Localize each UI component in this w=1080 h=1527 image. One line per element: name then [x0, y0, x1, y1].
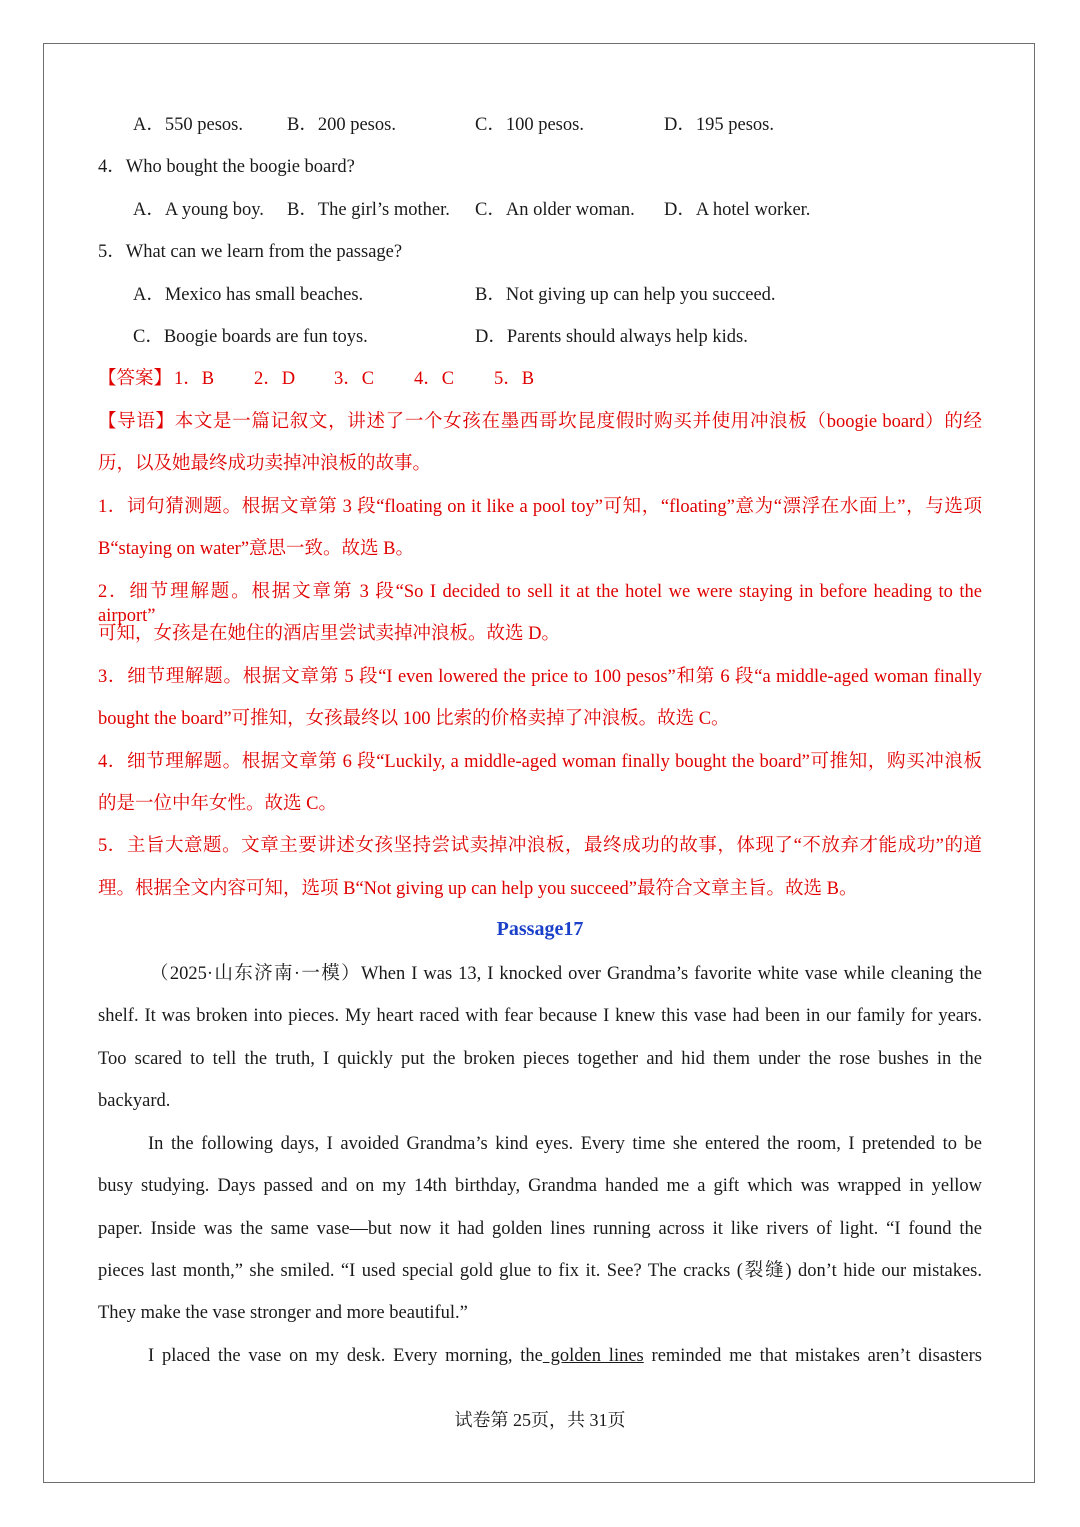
- p3-text-before: I placed the vase on my desk. Every morning, the: [148, 1346, 543, 1366]
- p2-line-4: pieces last month,” she smiled. “I used special gold glue to fix it. See? The cracks (裂缝) don’t hide our mistakes.: [98, 1261, 982, 1281]
- q4-option-a: A．A young boy.: [133, 200, 264, 220]
- answer-4: 4．C: [414, 369, 455, 389]
- q5-option-a: A．Mexico has small beaches.: [133, 285, 364, 305]
- answer-label: 【答案】: [98, 369, 173, 389]
- q3-option-d: D．195 pesos.: [664, 115, 774, 135]
- p2-line-1: In the following days, I avoided Grandma’s kind eyes. Every time she entered the room, I pretended to be: [148, 1134, 982, 1154]
- q5-option-c: C．Boogie boards are fun toys.: [133, 327, 368, 347]
- p1-line-3: Too scared to tell the truth, I quickly put the broken pieces together and hid them under the rose bushes in the: [98, 1049, 982, 1069]
- exp4-line-1: 4．细节理解题。根据文章第 6 段“Luckily, a middle-aged woman finally bought the board”可推知，购买冲浪板: [98, 752, 982, 772]
- q3-option-c: C．100 pesos.: [475, 115, 584, 135]
- p2-line-5: They make the vase stronger and more beautiful.”: [98, 1303, 468, 1323]
- p1-line-1: [98, 962, 982, 986]
- p1-line-1-text: （2025·山东济南·一模）When I was 13, I knocked over Grandma’s favorite white vase while cleaning the: [150, 964, 982, 984]
- q3-option-a: A．550 pesos.: [133, 115, 243, 135]
- exp4-line-2: 的是一位中年女性。故选 C。: [98, 794, 337, 814]
- p3-underlined-phrase: golden lines: [542, 1346, 644, 1366]
- p1-line-4: backyard.: [98, 1091, 171, 1111]
- p3-line-1: [148, 1344, 982, 1368]
- answer-1: 1．B: [174, 369, 215, 389]
- q5-option-b: B．Not giving up can help you succeed.: [475, 285, 776, 305]
- exp2-line-2: 可知，女孩是在她住的酒店里尝试卖掉冲浪板。故选 D。: [98, 624, 560, 644]
- exp3-line-2: bought the board”可推知，女孩最终以 100 比索的价格卖掉了冲浪板。故选 C。: [98, 709, 730, 729]
- q4-option-b: B．The girl’s mother.: [287, 200, 450, 220]
- exp5-line-1: 5．主旨大意题。文章主要讲述女孩坚持尝试卖掉冲浪板，最终成功的故事，体现了“不放弃才能成功”的道: [98, 836, 982, 856]
- exp1-line-2: B“staying on water”意思一致。故选 B。: [98, 539, 415, 559]
- q3-option-b: B．200 pesos.: [287, 115, 396, 135]
- answer-2: 2．D: [254, 369, 296, 389]
- q4-option-c: C．An older woman.: [475, 200, 635, 220]
- exp1-line-1: 1．词句猜测题。根据文章第 3 段“floating on it like a pool toy”可知，“floating”意为“漂浮在水面上”，与选项: [98, 497, 982, 517]
- p2-line-2: busy studying. Days passed and on my 14th birthday, Grandma handed me a gift which was wrapped in yellow: [98, 1176, 982, 1196]
- page-footer: 试卷第 25页，共 31页: [454, 1410, 626, 1430]
- intro-line-1: 【导语】本文是一篇记叙文，讲述了一个女孩在墨西哥坎昆度假时购买并使用冲浪板（boogie board）的经: [98, 412, 982, 432]
- p1-line-2: shelf. It was broken into pieces. My heart raced with fear because I knew this vase had been in our family for years.: [98, 1006, 982, 1026]
- answer-5: 5．B: [494, 369, 535, 389]
- q4-stem: 4．Who bought the boogie board?: [98, 157, 355, 177]
- exp5-line-2: 理。根据全文内容可知，选项 B“Not giving up can help you succeed”最符合文章主旨。故选 B。: [98, 879, 858, 899]
- q5-stem: 5．What can we learn from the passage?: [98, 242, 403, 262]
- exp2-line-1: 2．细节理解题。根据文章第 3 段“So I decided to sell it at the hotel we were staying in before heading to the airport”: [98, 582, 982, 626]
- intro-line-2: 历，以及她最终成功卖掉冲浪板的故事。: [98, 454, 432, 474]
- answer-3: 3．C: [334, 369, 375, 389]
- p2-line-3: paper. Inside was the same vase—but now it had golden lines running across it like rivers of light. “I found the: [98, 1219, 982, 1239]
- q4-option-d: D．A hotel worker.: [664, 200, 811, 220]
- passage-title: Passage17: [496, 918, 584, 940]
- p3-text-after: reminded me that mistakes aren’t disasters: [643, 1346, 982, 1366]
- q5-option-d: D．Parents should always help kids.: [475, 327, 748, 347]
- exp3-line-1: 3．细节理解题。根据文章第 5 段“I even lowered the price to 100 pesos”和第 6 段“a middle-aged woman finally: [98, 667, 982, 687]
